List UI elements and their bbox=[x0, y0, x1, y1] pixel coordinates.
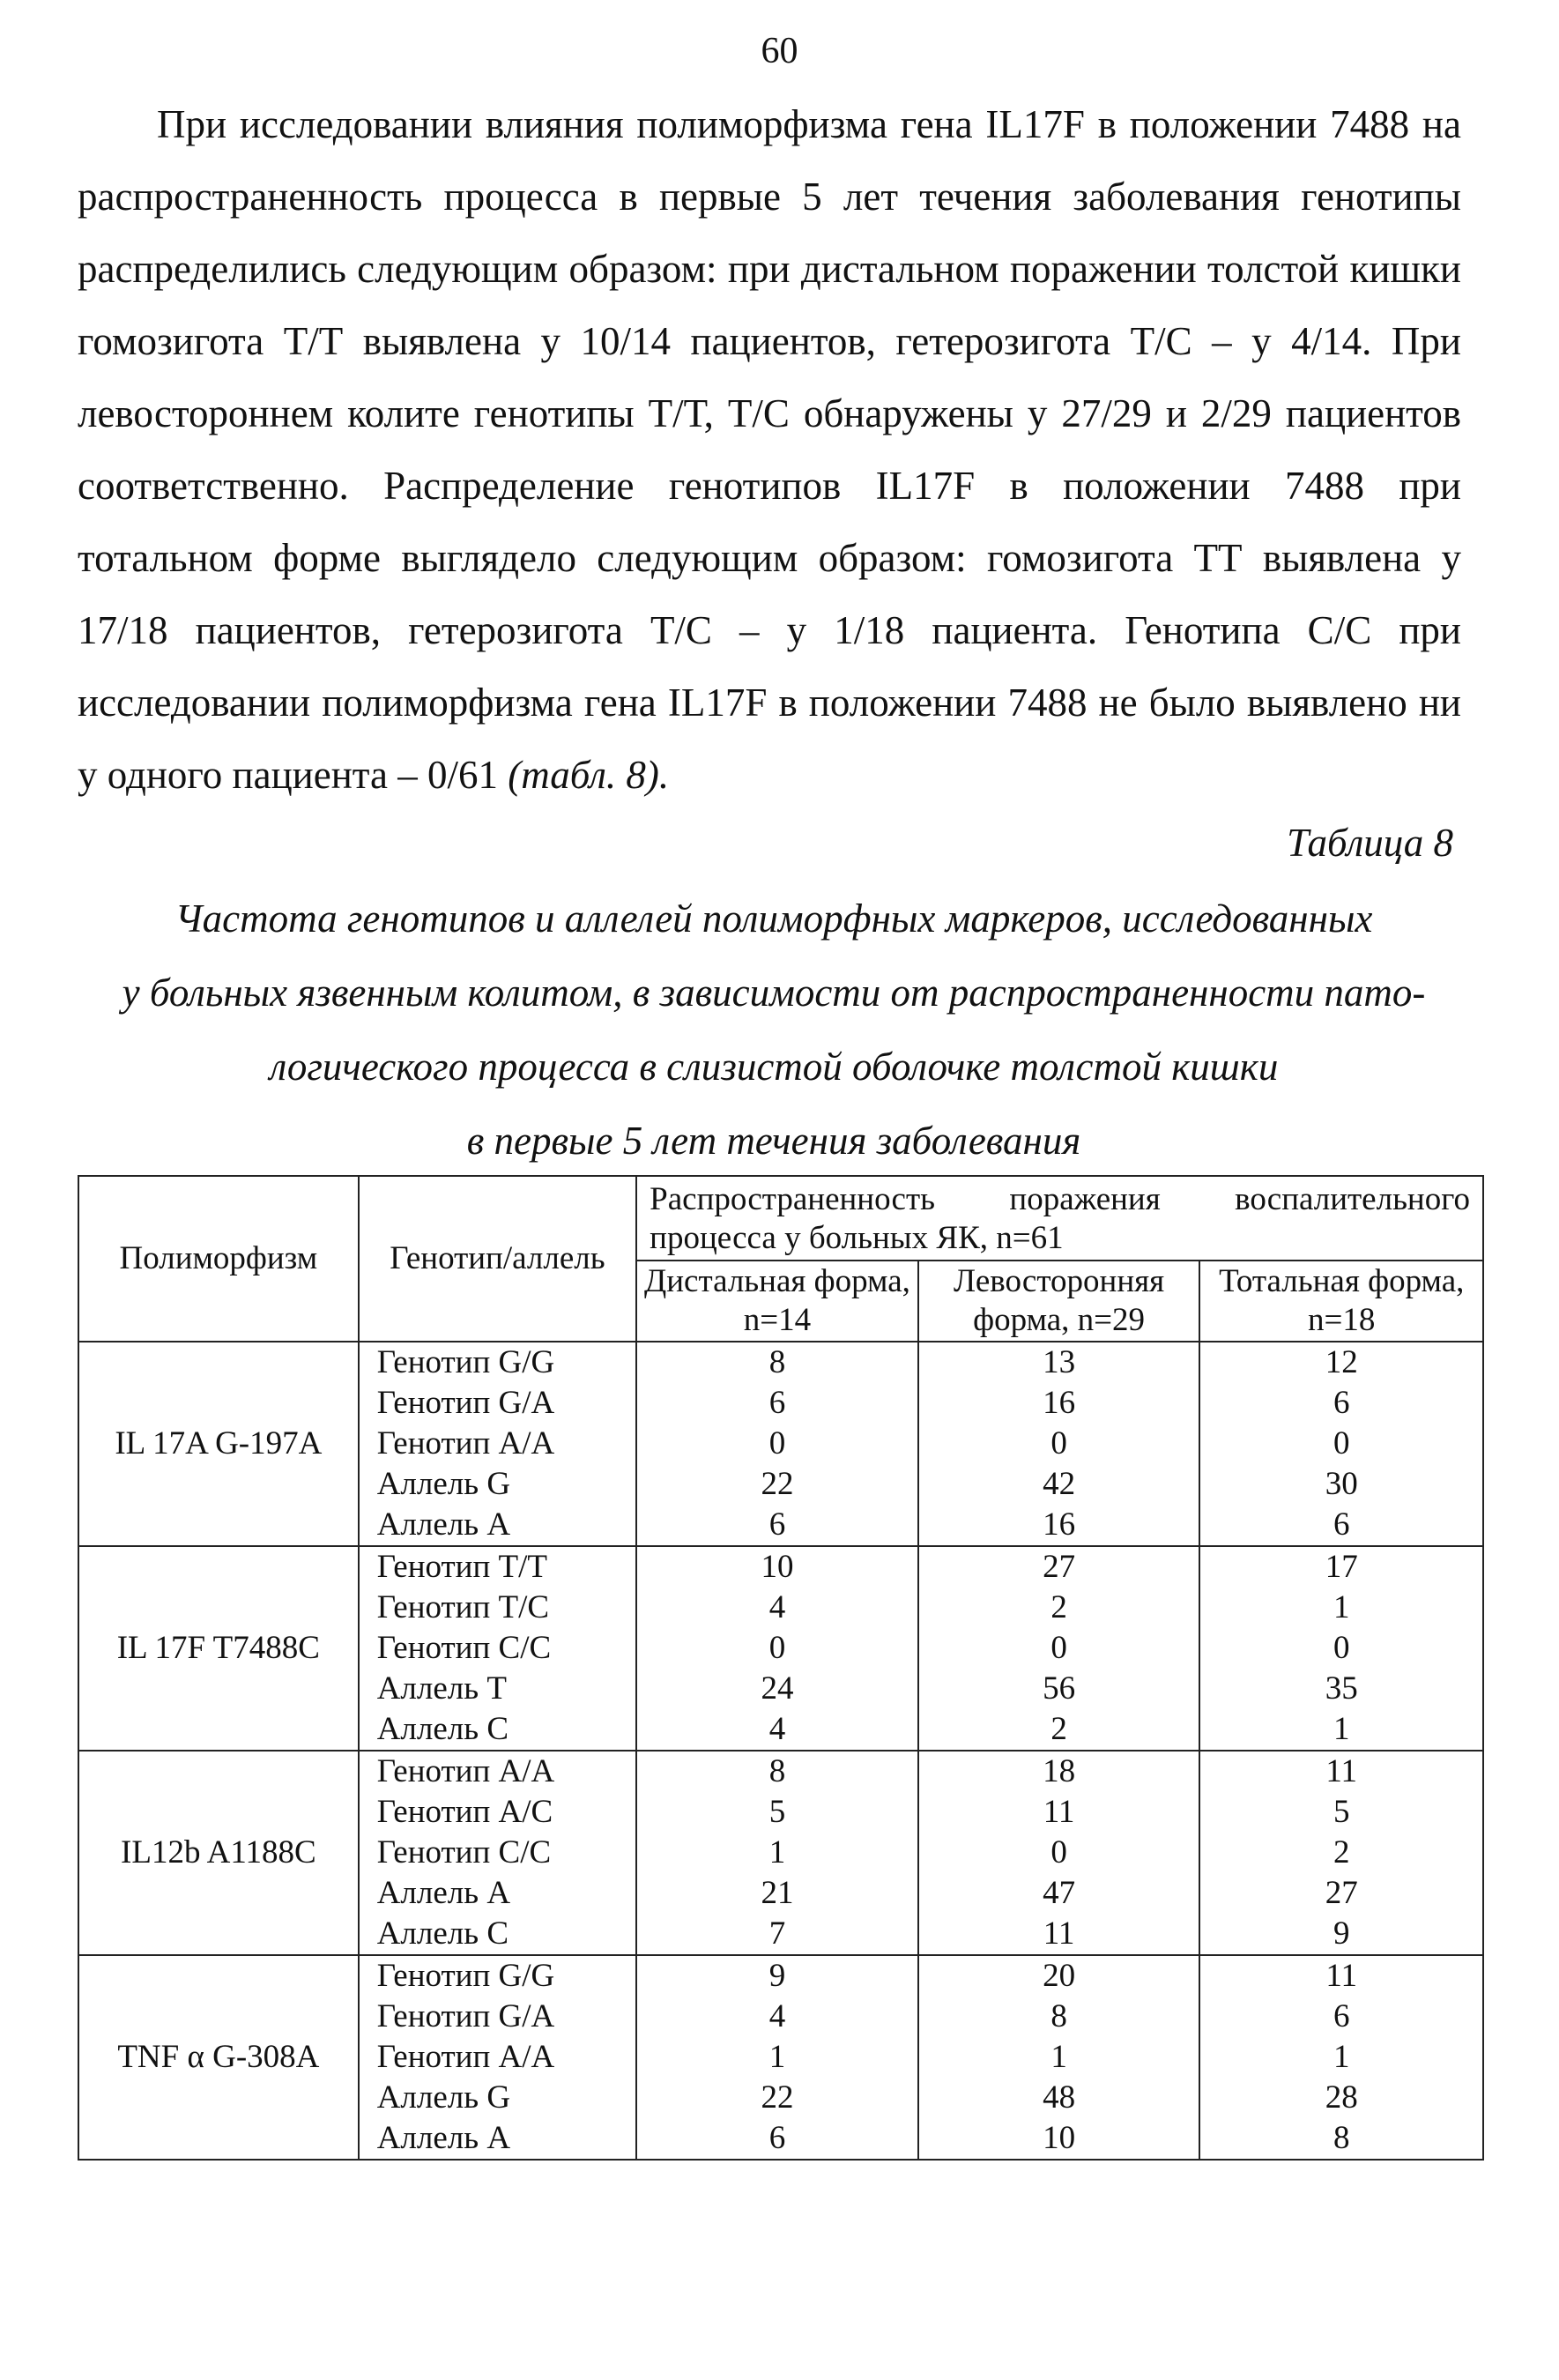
caption-line: в первые 5 лет течения заболевания bbox=[466, 1119, 1081, 1163]
table-header bbox=[78, 1176, 1483, 1342]
cell-value: 27 bbox=[1043, 1549, 1076, 1585]
genotype-label: Генотип T/T bbox=[376, 1549, 548, 1585]
caption-line: Частота генотипов и аллелей полиморфных маркеров, исследованных bbox=[174, 896, 1373, 941]
genotype-label: Генотип G/A bbox=[376, 1385, 555, 1421]
cell-value: 6 bbox=[768, 2120, 786, 2156]
paragraph-text bbox=[78, 88, 1461, 811]
cell-value: 1 bbox=[1333, 1589, 1350, 1625]
cell-value: 48 bbox=[1043, 2079, 1076, 2116]
cell-value: 35 bbox=[1325, 1670, 1358, 1707]
cell-value: 42 bbox=[1043, 1466, 1076, 1502]
cell-value: 6 bbox=[1333, 1385, 1350, 1421]
cell-value: 5 bbox=[1333, 1794, 1350, 1830]
genotype-label: Генотип C/C bbox=[376, 1834, 552, 1871]
cell-value: 20 bbox=[1043, 1958, 1076, 1994]
genotype-label: Генотип A/A bbox=[376, 2039, 555, 2075]
header-genotype-allele: Генотип/аллель bbox=[359, 1176, 636, 1342]
cell-value: 27 bbox=[1325, 1875, 1358, 1911]
cell-value: 22 bbox=[761, 2079, 794, 2116]
genotype-label: Аллель A bbox=[376, 1506, 511, 1543]
cell-value: 10 bbox=[1043, 2120, 1076, 2156]
cell-value: 1 bbox=[768, 2039, 786, 2075]
cell-value: 0 bbox=[1333, 1425, 1350, 1461]
total-value-cell bbox=[1199, 1546, 1483, 1751]
cell-value: 8 bbox=[1050, 1998, 1067, 2034]
genotype-label: Генотип A/A bbox=[376, 1753, 555, 1789]
cell-value: 24 bbox=[761, 1670, 794, 1707]
caption-line: логического процесса в слизистой оболочке толстой кишки bbox=[269, 1045, 1279, 1089]
cell-value: 11 bbox=[1043, 1794, 1075, 1830]
distal-value-cell bbox=[636, 1751, 918, 1955]
cell-value: 11 bbox=[1325, 1753, 1358, 1789]
polymorphism-cell: TNF α G-308A bbox=[78, 1955, 359, 2160]
genotype-cell bbox=[359, 1342, 636, 1546]
cell-value: 7 bbox=[768, 1915, 786, 1952]
cell-value: 13 bbox=[1043, 1344, 1076, 1380]
cell-value: 9 bbox=[768, 1958, 786, 1994]
cell-value: 1 bbox=[768, 1834, 786, 1871]
genotype-cell bbox=[359, 1546, 636, 1751]
cell-value: 8 bbox=[768, 1344, 786, 1380]
left-sided-value-cell bbox=[918, 1955, 1200, 2160]
cell-value: 4 bbox=[768, 1711, 786, 1747]
cell-value: 22 bbox=[761, 1466, 794, 1502]
cell-value: 4 bbox=[768, 1589, 786, 1625]
cell-value: 11 bbox=[1043, 1915, 1075, 1952]
genotype-label: Аллель C bbox=[376, 1711, 509, 1747]
cell-value: 16 bbox=[1043, 1506, 1076, 1543]
left-sided-value-cell bbox=[918, 1751, 1200, 1955]
cell-value: 30 bbox=[1325, 1466, 1358, 1502]
cell-value: 0 bbox=[768, 1630, 786, 1666]
genotype-cell bbox=[359, 1751, 636, 1955]
cell-value: 47 bbox=[1043, 1875, 1076, 1911]
cell-value: 1 bbox=[1050, 2039, 1067, 2075]
cell-value: 21 bbox=[761, 1875, 794, 1911]
total-value-cell bbox=[1199, 1751, 1483, 1955]
cell-value: 2 bbox=[1050, 1589, 1067, 1625]
caption-line: у больных язвенным колитом, в зависимости от распространенности пато- bbox=[122, 971, 1426, 1015]
total-value-cell bbox=[1199, 1342, 1483, 1546]
cell-value: 2 bbox=[1050, 1711, 1067, 1747]
cell-value: 16 bbox=[1043, 1385, 1076, 1421]
cell-value: 18 bbox=[1043, 1753, 1076, 1789]
table-row bbox=[78, 1955, 1483, 2160]
body-paragraph bbox=[78, 88, 1461, 811]
cell-value: 0 bbox=[768, 1425, 786, 1461]
cell-value: 0 bbox=[1333, 1630, 1350, 1666]
cell-value: 11 bbox=[1325, 1958, 1358, 1994]
genotype-label: Генотип G/A bbox=[376, 1998, 555, 2034]
header-group: Распространенность поражения воспалительного процесса у больных ЯК, n=61 bbox=[636, 1176, 1483, 1261]
distal-value-cell bbox=[636, 1955, 918, 2160]
header-distal: Дистальная форма, n=14 bbox=[636, 1261, 918, 1342]
cell-value: 56 bbox=[1043, 1670, 1076, 1707]
cell-value: 28 bbox=[1325, 2079, 1358, 2116]
cell-value: 0 bbox=[1050, 1425, 1067, 1461]
left-sided-value-cell bbox=[918, 1342, 1200, 1546]
cell-value: 8 bbox=[768, 1753, 786, 1789]
header-total: Тотальная форма, n=18 bbox=[1199, 1261, 1483, 1342]
cell-value: 17 bbox=[1325, 1549, 1358, 1585]
genotype-label: Аллель C bbox=[376, 1915, 509, 1952]
cell-value: 2 bbox=[1333, 1834, 1350, 1871]
page-number: 60 bbox=[761, 31, 798, 71]
polymorphism-cell: IL12b A1188C bbox=[78, 1751, 359, 1955]
table-row bbox=[78, 1546, 1483, 1751]
cell-value: 10 bbox=[761, 1549, 794, 1585]
table-caption bbox=[78, 881, 1470, 1178]
cell-value: 12 bbox=[1325, 1344, 1358, 1380]
genotype-cell bbox=[359, 1955, 636, 2160]
paragraph-main: При исследовании влияния полиморфизма гена IL17F в положении 7488 на распространенность процесса в первые 5 лет течения заболевания генотипы распределились следующим образом: при дистальном поражении толстой кишки гомозигота Т/Т выявлена у 10/14 пациентов, гетерозигота Т/С – у 4/14. При левостороннем колите генотипы Т/Т, Т/С обнаружены у 27/29 и 2/29 пациентов соответственно. Распределение генотипов IL17F в положении 7488 при тотальном форме выглядело следующим образом: гомозигота ТТ выявлена у 17/18 пациентов, гетерозигота Т/С – у 1/18 пациента. Генотипа С/С при исследовании полиморфизма гена IL17F в положении 7488 не было выявлено ни у одного пациента – 0/61 bbox=[78, 102, 1461, 797]
total-value-cell bbox=[1199, 1955, 1483, 2160]
cell-value: 1 bbox=[1333, 2039, 1350, 2075]
left-sided-value-cell bbox=[918, 1546, 1200, 1751]
cell-value: 6 bbox=[768, 1506, 786, 1543]
genotype-label: Генотип C/C bbox=[376, 1630, 552, 1666]
polymorphism-cell: IL 17A G-197A bbox=[78, 1342, 359, 1546]
cell-value: 0 bbox=[1050, 1630, 1067, 1666]
distal-value-cell bbox=[636, 1546, 918, 1751]
polymorphism-cell: IL 17F T7488C bbox=[78, 1546, 359, 1751]
table-row bbox=[78, 1751, 1483, 1955]
distal-value-cell bbox=[636, 1342, 918, 1546]
cell-value: 6 bbox=[1333, 1998, 1350, 2034]
data-table bbox=[78, 1175, 1484, 2161]
table-row bbox=[78, 1342, 1483, 1546]
cell-value: 9 bbox=[1333, 1915, 1350, 1952]
table-reference: (табл. 8). bbox=[508, 753, 670, 797]
table-body bbox=[78, 1342, 1483, 2160]
genotype-label: Аллель A bbox=[376, 1875, 511, 1911]
cell-value: 8 bbox=[1333, 2120, 1350, 2156]
genotype-label: Генотип G/G bbox=[376, 1344, 555, 1380]
genotype-label: Генотип A/C bbox=[376, 1794, 553, 1830]
cell-value: 1 bbox=[1333, 1711, 1350, 1747]
genotype-label: Аллель T bbox=[376, 1670, 507, 1707]
cell-value: 4 bbox=[768, 1998, 786, 2034]
table-label: Таблица 8 bbox=[1287, 821, 1453, 865]
genotype-label: Генотип A/A bbox=[376, 1425, 555, 1461]
cell-value: 5 bbox=[768, 1794, 786, 1830]
header-polymorphism: Полиморфизм bbox=[78, 1176, 359, 1342]
header-left-sided: Левосторонняя форма, n=29 bbox=[918, 1261, 1200, 1342]
genotype-label: Аллель G bbox=[376, 2079, 511, 2116]
cell-value: 6 bbox=[1333, 1506, 1350, 1543]
genotype-label: Аллель G bbox=[376, 1466, 511, 1502]
genotype-label: Генотип T/C bbox=[376, 1589, 550, 1625]
cell-value: 6 bbox=[768, 1385, 786, 1421]
cell-value: 0 bbox=[1050, 1834, 1067, 1871]
genotype-label: Аллель A bbox=[376, 2120, 511, 2156]
genotype-label: Генотип G/G bbox=[376, 1958, 555, 1994]
